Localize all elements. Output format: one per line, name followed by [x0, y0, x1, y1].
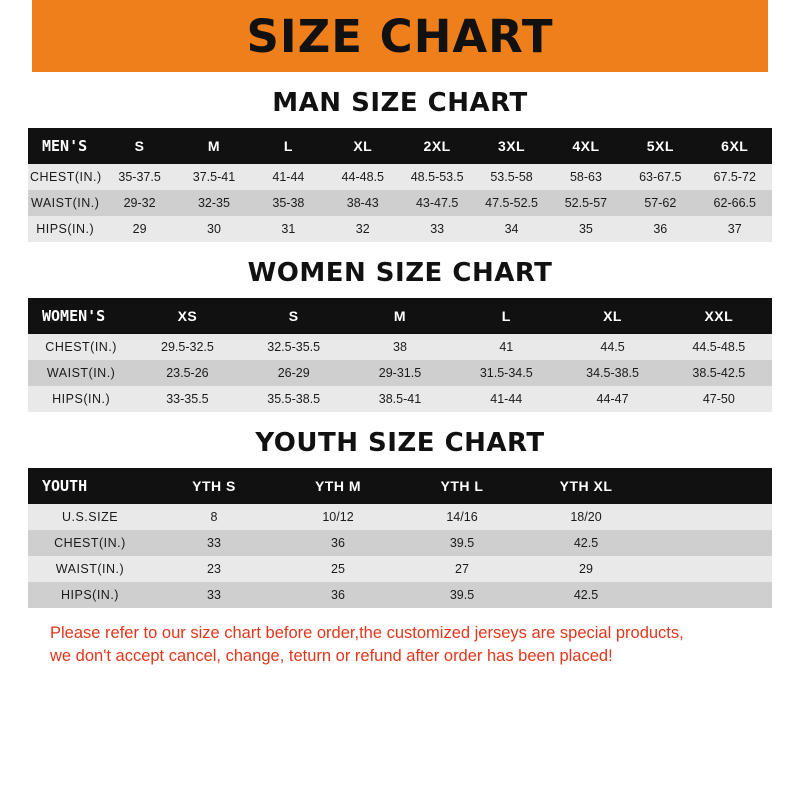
- women-r0-c5: 44.5-48.5: [666, 334, 772, 360]
- youth-r2-c1: 25: [276, 556, 400, 582]
- women-r1-c3: 31.5-34.5: [453, 360, 559, 386]
- men-r0-c1: 37.5-41: [177, 164, 251, 190]
- youth-col-3: YTH XL: [524, 468, 648, 504]
- men-r2-c6: 35: [549, 216, 623, 242]
- men-table-corner: MEN'S: [28, 128, 102, 164]
- men-r2-c8: 37: [698, 216, 772, 242]
- women-r2-c3: 41-44: [453, 386, 559, 412]
- women-r2-c2: 38.5-41: [347, 386, 453, 412]
- women-r1-c4: 34.5-38.5: [559, 360, 665, 386]
- men-col-0: S: [102, 128, 176, 164]
- women-size-table: [28, 298, 772, 412]
- youth-col-0: YTH S: [152, 468, 276, 504]
- table-row: [28, 360, 772, 386]
- men-r1-c3: 38-43: [326, 190, 400, 216]
- table-row: [28, 190, 772, 216]
- youth-r1-c3: 42.5: [524, 530, 648, 556]
- women-r1-c1: 26-29: [241, 360, 347, 386]
- women-r2-c0: 33-35.5: [134, 386, 240, 412]
- men-r0-c0: 35-37.5: [102, 164, 176, 190]
- women-r0-c4: 44.5: [559, 334, 665, 360]
- youth-r1-spacer: [648, 530, 772, 556]
- men-col-4: 2XL: [400, 128, 474, 164]
- youth-r2-c3: 29: [524, 556, 648, 582]
- men-r1-c7: 57-62: [623, 190, 697, 216]
- youth-r2-c0: 23: [152, 556, 276, 582]
- youth-row-2-label: WAIST(IN.): [28, 556, 152, 582]
- women-col-0: XS: [134, 298, 240, 334]
- men-r1-c1: 32-35: [177, 190, 251, 216]
- men-col-5: 3XL: [474, 128, 548, 164]
- women-row-0-label: CHEST(IN.): [28, 334, 134, 360]
- men-r0-c5: 53.5-58: [474, 164, 548, 190]
- men-row-2-label: HIPS(IN.): [28, 216, 102, 242]
- men-col-6: 4XL: [549, 128, 623, 164]
- youth-r3-c1: 36: [276, 582, 400, 608]
- youth-r1-c1: 36: [276, 530, 400, 556]
- women-table-corner: WOMEN'S: [28, 298, 134, 334]
- page-title: SIZE CHART: [246, 9, 554, 63]
- table-row: [28, 530, 772, 556]
- youth-r0-c3: 18/20: [524, 504, 648, 530]
- men-r0-c7: 63-67.5: [623, 164, 697, 190]
- men-r0-c8: 67.5-72: [698, 164, 772, 190]
- women-r2-c1: 35.5-38.5: [241, 386, 347, 412]
- women-col-2: M: [347, 298, 453, 334]
- youth-row-1-label: CHEST(IN.): [28, 530, 152, 556]
- table-row: [28, 556, 772, 582]
- men-r1-c6: 52.5-57: [549, 190, 623, 216]
- table-row: [28, 386, 772, 412]
- youth-size-table: [28, 468, 772, 608]
- women-r1-c0: 23.5-26: [134, 360, 240, 386]
- women-r0-c3: 41: [453, 334, 559, 360]
- men-size-table: [28, 128, 772, 242]
- table-row: [28, 216, 772, 242]
- men-r2-c4: 33: [400, 216, 474, 242]
- women-r1-c2: 29-31.5: [347, 360, 453, 386]
- men-r2-c0: 29: [102, 216, 176, 242]
- men-r1-c8: 62-66.5: [698, 190, 772, 216]
- section-title-youth: YOUTH SIZE CHART: [255, 428, 545, 458]
- men-r2-c2: 31: [251, 216, 325, 242]
- women-col-4: XL: [559, 298, 665, 334]
- footer-line-2: we don't accept cancel, change, teturn or refund after order has been placed!: [50, 646, 613, 665]
- table-row: [28, 504, 772, 530]
- table-header-row: [28, 468, 772, 504]
- men-col-7: 5XL: [623, 128, 697, 164]
- youth-col-1: YTH M: [276, 468, 400, 504]
- footer-note: [28, 622, 772, 668]
- youth-r2-spacer: [648, 556, 772, 582]
- women-r0-c1: 32.5-35.5: [241, 334, 347, 360]
- women-col-3: L: [453, 298, 559, 334]
- women-row-2-label: HIPS(IN.): [28, 386, 134, 412]
- men-r2-c7: 36: [623, 216, 697, 242]
- men-r2-c1: 30: [177, 216, 251, 242]
- youth-r0-c1: 10/12: [276, 504, 400, 530]
- youth-r2-c2: 27: [400, 556, 524, 582]
- youth-r3-c2: 39.5: [400, 582, 524, 608]
- youth-table-corner: YOUTH: [28, 468, 152, 504]
- table-row: [28, 334, 772, 360]
- men-r0-c4: 48.5-53.5: [400, 164, 474, 190]
- men-col-2: L: [251, 128, 325, 164]
- table-header-row: [28, 298, 772, 334]
- men-r0-c3: 44-48.5: [326, 164, 400, 190]
- men-r0-c2: 41-44: [251, 164, 325, 190]
- men-r1-c0: 29-32: [102, 190, 176, 216]
- youth-r0-spacer: [648, 504, 772, 530]
- women-r0-c0: 29.5-32.5: [134, 334, 240, 360]
- section-title-women: WOMEN SIZE CHART: [247, 258, 553, 288]
- men-col-3: XL: [326, 128, 400, 164]
- men-r1-c2: 35-38: [251, 190, 325, 216]
- table-row: [28, 582, 772, 608]
- youth-r0-c2: 14/16: [400, 504, 524, 530]
- women-r2-c5: 47-50: [666, 386, 772, 412]
- women-row-1-label: WAIST(IN.): [28, 360, 134, 386]
- table-header-row: [28, 128, 772, 164]
- header-banner: [0, 0, 800, 72]
- youth-row-3-label: HIPS(IN.): [28, 582, 152, 608]
- women-col-5: XXL: [666, 298, 772, 334]
- men-col-8: 6XL: [698, 128, 772, 164]
- women-col-1: S: [241, 298, 347, 334]
- youth-r3-c0: 33: [152, 582, 276, 608]
- youth-r1-c0: 33: [152, 530, 276, 556]
- men-r2-c5: 34: [474, 216, 548, 242]
- men-r1-c5: 47.5-52.5: [474, 190, 548, 216]
- youth-r0-c0: 8: [152, 504, 276, 530]
- youth-col-2: YTH L: [400, 468, 524, 504]
- women-r2-c4: 44-47: [559, 386, 665, 412]
- youth-r1-c2: 39.5: [400, 530, 524, 556]
- men-r1-c4: 43-47.5: [400, 190, 474, 216]
- table-row: [28, 164, 772, 190]
- youth-row-0-label: U.S.SIZE: [28, 504, 152, 530]
- men-r0-c6: 58-63: [549, 164, 623, 190]
- section-title-men: MAN SIZE CHART: [272, 88, 528, 118]
- youth-col-spacer: [648, 468, 772, 504]
- men-col-1: M: [177, 128, 251, 164]
- men-row-0-label: CHEST(IN.): [28, 164, 102, 190]
- content-area: [0, 88, 800, 668]
- footer-line-1: Please refer to our size chart before order,the customized jerseys are special products,: [50, 624, 684, 642]
- youth-r3-spacer: [648, 582, 772, 608]
- youth-r3-c3: 42.5: [524, 582, 648, 608]
- men-row-1-label: WAIST(IN.): [28, 190, 102, 216]
- women-r1-c5: 38.5-42.5: [666, 360, 772, 386]
- women-r0-c2: 38: [347, 334, 453, 360]
- men-r2-c3: 32: [326, 216, 400, 242]
